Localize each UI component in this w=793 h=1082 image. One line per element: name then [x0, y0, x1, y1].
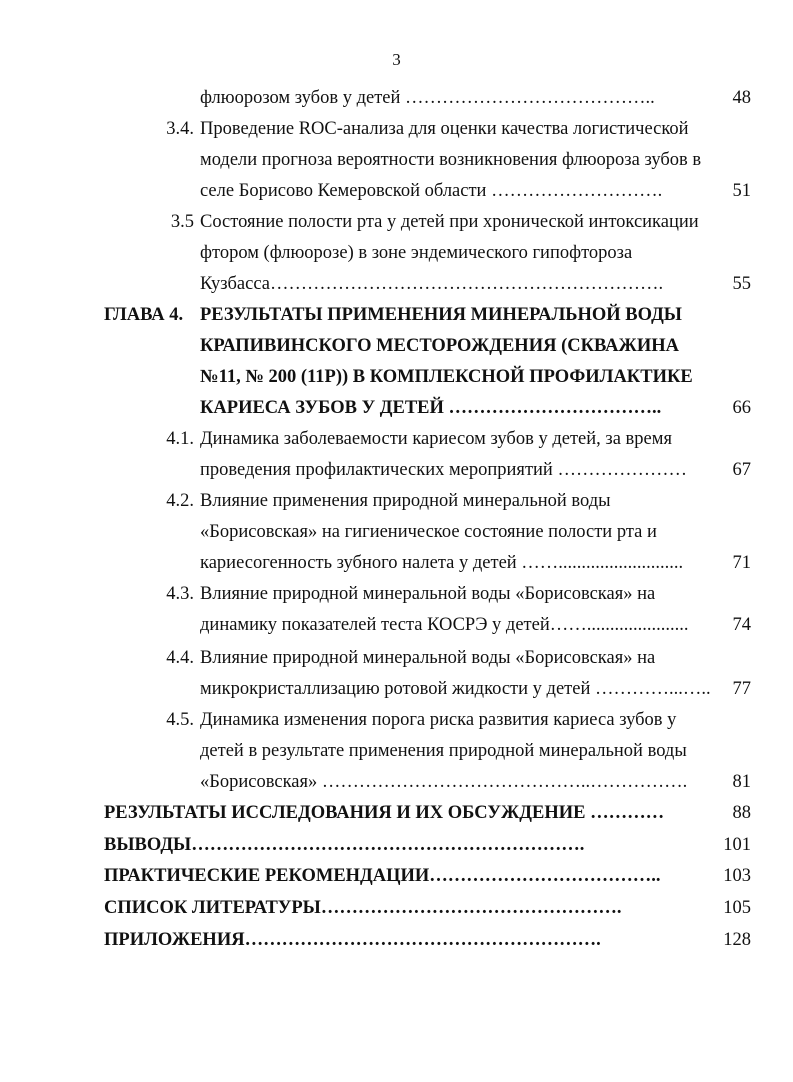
toc-line: кариесогенность зубного налета у детей ……...........................	[200, 553, 684, 573]
toc-line: «Борисовская» на гигиеническое состояние полости рта и	[200, 522, 657, 542]
toc-line: динамику показателей теста КОСРЭ у детей……......................	[200, 615, 689, 635]
toc-entry-number: 4.2.	[166, 491, 194, 511]
toc-line: модели прогноза вероятности возникновения флюороза зубов в	[200, 150, 702, 170]
toc-line: проведения профилактических мероприятий …………………	[200, 460, 687, 480]
toc-line: флюорозом зубов у детей …………………………………..	[200, 88, 655, 108]
toc-entry-number: 3.4.	[166, 119, 194, 139]
toc-line: «Борисовская» ……………………………………..…………….	[200, 772, 688, 792]
toc-page-number: 77	[732, 679, 751, 699]
section-title: ПРАКТИЧЕСКИЕ РЕКОМЕНДАЦИИ………………………………..	[104, 866, 661, 886]
toc-page-number: 103	[723, 866, 751, 886]
toc-entry-number: 4.1.	[166, 429, 194, 449]
toc-page-number: 51	[732, 181, 751, 201]
toc-page-number: 88	[732, 803, 751, 823]
toc-line: Кузбасса……………………………………………………….	[200, 274, 664, 294]
toc-line: Проведение ROC-анализа для оценки качества логистической	[200, 119, 689, 139]
toc-page-number: 101	[723, 835, 751, 855]
toc-page-number: 105	[723, 898, 751, 918]
toc-line: детей в результате применения природной минеральной воды	[200, 741, 687, 761]
toc-entry-number: 3.5	[170, 212, 194, 232]
toc-entry-number: 4.4.	[166, 648, 194, 668]
toc-line: Динамика изменения порога риска развития кариеса зубов у	[200, 710, 677, 730]
section-title: РЕЗУЛЬТАТЫ ИССЛЕДОВАНИЯ И ИХ ОБСУЖДЕНИЕ …………	[104, 803, 665, 823]
toc-entry-number: 4.5.	[166, 710, 194, 730]
toc-line: селе Борисово Кемеровской области ……………………….	[200, 181, 663, 201]
toc-page-number: 81	[732, 772, 751, 792]
page-number: 3	[392, 50, 401, 69]
toc-line: Влияние природной минеральной воды «Борисовская» на	[200, 648, 656, 668]
toc-entry-number: 4.3.	[166, 584, 194, 604]
toc-line: Динамика заболеваемости кариесом зубов у детей, за время	[200, 429, 672, 449]
toc-page-number: 74	[732, 615, 751, 635]
section-title: СПИСОК ЛИТЕРАТУРЫ………………………………………….	[104, 898, 622, 918]
toc-line: фтором (флюорозе) в зоне эндемического гипофтороза	[200, 243, 633, 263]
chapter-title-line: РЕЗУЛЬТАТЫ ПРИМЕНЕНИЯ МИНЕРАЛЬНОЙ ВОДЫ	[200, 305, 682, 325]
toc-line: Влияние применения природной минеральной воды	[200, 491, 611, 511]
section-title: ПРИЛОЖЕНИЯ………………………………………………….	[104, 930, 601, 950]
chapter-title-line: КРАПИВИНСКОГО МЕСТОРОЖДЕНИЯ (СКВАЖИНА	[200, 336, 679, 356]
toc-page-number: 128	[723, 930, 751, 950]
toc-page-number: 66	[732, 398, 751, 418]
toc-line: микрокристаллизацию ротовой жидкости у детей …………...…..	[200, 679, 711, 699]
toc-page-number: 67	[732, 460, 751, 480]
toc-page-number: 71	[732, 553, 751, 573]
section-title: ВЫВОДЫ……………………………………………………….	[104, 835, 585, 855]
toc-page-number: 48	[732, 88, 751, 108]
toc-line: Состояние полости рта у детей при хронической интоксикации	[200, 212, 699, 232]
toc-line: Влияние природной минеральной воды «Борисовская» на	[200, 584, 656, 604]
toc-page-number: 55	[732, 274, 751, 294]
chapter-title-line: КАРИЕСА ЗУБОВ У ДЕТЕЙ ……………………………..	[200, 398, 662, 418]
chapter-title-line: №11, № 200 (11Р)) В КОМПЛЕКСНОЙ ПРОФИЛАКТИКЕ	[200, 367, 693, 387]
chapter-label: ГЛАВА 4.	[104, 305, 184, 325]
